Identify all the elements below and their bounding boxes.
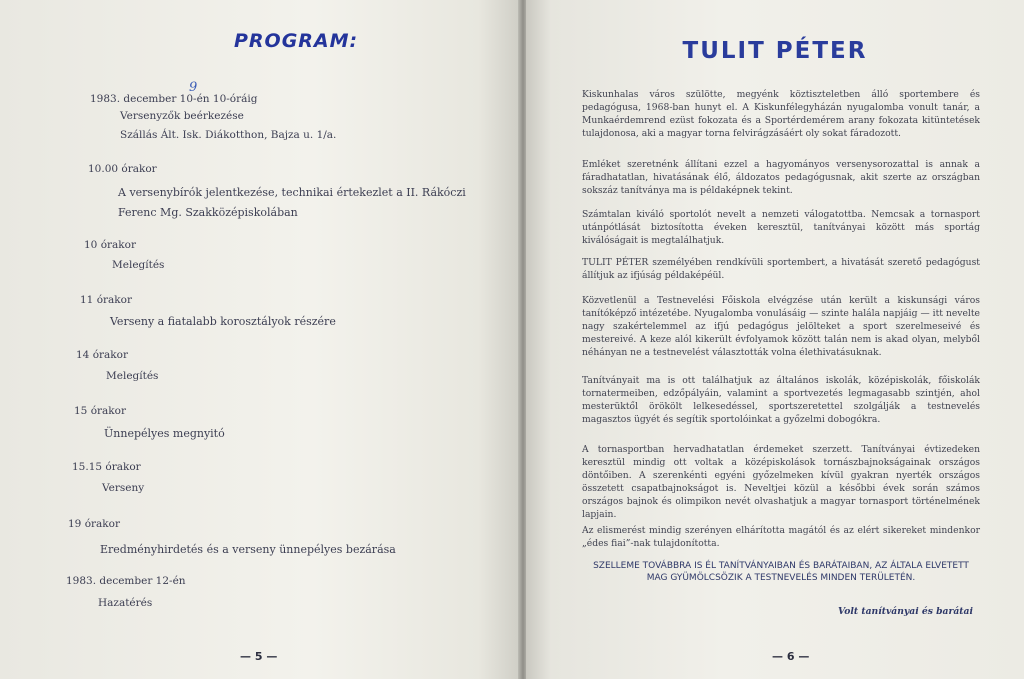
entry-line: A versenybírók jelentkezése, technikai értekezlet a II. Rákóczi [118, 186, 466, 199]
entry-line: Ünnepélyes megnyitó [104, 427, 225, 440]
page-title: TULIT PÉTER [682, 38, 868, 64]
entry-line: Melegítés [112, 259, 165, 271]
entry-line: Verseny a fiatalabb korosztályok részére [110, 315, 336, 328]
handwritten-correction: 9 [189, 80, 198, 95]
paragraph: Közvetlenül a Testnevelési Főiskola elvégzése után került a kiskunsági város tanítóképző intézetébe. Nyugalomba vonulásáig — szinte halála napjáig — itt nevelte nagy szakértelemmel az ifjú pedagógus jelölteket a sport szerelmeseivé és mestereivé. A keze alól kikerült évfolyamok között talán nem is akad olyan, melyből néhányan ne a testnevelést választották volna élethivatásuknak. [582, 295, 980, 359]
paragraph: Kiskunhalas város szülötte, megyénk köztiszteletben álló sportembere és pedagógusa, 1968-ban hunyt el. A Kiskunfélegyházán nyugalomba vonult tanár, a Munkaérdemrend ezüst fokozata és a Sportérdemérem arany fokozata kitüntetések tulajdonosa, aki a magyar torna felvirágzásáért oly sokat fáradozott. [582, 89, 980, 140]
entry-line: Hazatérés [98, 597, 153, 609]
entry-line: Melegítés [106, 370, 159, 382]
paragraph: Az elismerést mindig szerényen elhárította magától és az elért sikereket mindenkor „édes fiai”-nak tulajdonította. [582, 525, 980, 550]
program-title: PROGRAM: [234, 30, 359, 52]
entry-time: 19 órakor [68, 518, 121, 530]
entry-line: Ferenc Mg. Szakközépiskolában [118, 206, 298, 219]
entry-time: 11 órakor [80, 294, 133, 306]
entry-time: 1983. december 12-én [66, 575, 186, 587]
entry-time: 1983. december 10-én 10-óráig [90, 93, 258, 105]
paragraph: Számtalan kiváló sportolót nevelt a nemzeti válogatottba. Nemcsak a tornasport utánpótlását biztosította éveken keresztül, tanítványai között más sportág kiválóságait is megtalálhatjuk. [582, 209, 980, 247]
paragraph: Emléket szeretnénk állítani ezzel a hagyományos versenysorozattal is annak a fáradhatatlan, hivatásának élő, áldozatos pedagógusnak, akit szerte az országban sokszáz tanítványa ma is példaképnek tekint. [582, 159, 980, 197]
paragraph: TULIT PÉTER személyében rendkívüli sportembert, a hivatását szerető pedagógust állítjuk az ifjúság példaképéül. [582, 257, 980, 282]
entry-time: 15.15 órakor [72, 461, 141, 473]
entry-time: 14 órakor [76, 349, 129, 361]
right-page [526, 0, 1024, 679]
closing-statement: SZELLEME TOVÁBBRA IS ÉL TANÍTVÁNYAIBAN ÉS BARÁTAIBAN, AZ ÁLTALA ELVETETT MAG GYÜMÖLCSÖZIK A TESTNEVELÉS MINDEN TERÜLETÉN. [593, 561, 969, 583]
entry-line: Eredményhirdetés és a verseny ünnepélyes bezárása [100, 543, 396, 556]
entry-time: 10 órakor [84, 239, 137, 251]
entry-time: 10.00 órakor [88, 163, 157, 175]
signature: Volt tanítványai és barátai [838, 606, 973, 617]
paragraph: A tornasportban hervadhatatlan érdemeket szerzett. Tanítványai évtizedeken keresztül mindig ott voltak a középiskolások tornászbajnokságainak országos döntőiben. A szerenkénti egyéni győzelmeken kívül gyakran nyerték országos összetett csapatbajnokságot is. Neveltjei közül a későbbi évek során számos országos bajnok és olimpikon nevét olvashatjuk a magyar tornasport történelmének lapjain. [582, 444, 980, 521]
entry-line: Verseny [102, 482, 145, 494]
entry-time: 15 órakor [74, 405, 127, 417]
entry-line: Versenyzők beérkezése [120, 110, 244, 122]
entry-line: Szállás Ált. Isk. Diákotthon, Bajza u. 1/a. [120, 129, 337, 141]
page-number: — 6 — [772, 650, 810, 663]
paragraph: Tanítványait ma is ott találhatjuk az általános iskolák, középiskolák, főiskolák tornatermeiben, edzőpályáin, valamint a sportvezetés legmagasabb szintjén, ahol mesterüktől örökölt lelkesedéssel, sportszeretettel szolgálják a testnevelés magasztos ügyét és segítik sportolóinkat a győzelmi dobogókra. [582, 375, 980, 426]
page-number: — 5 — [240, 650, 278, 663]
